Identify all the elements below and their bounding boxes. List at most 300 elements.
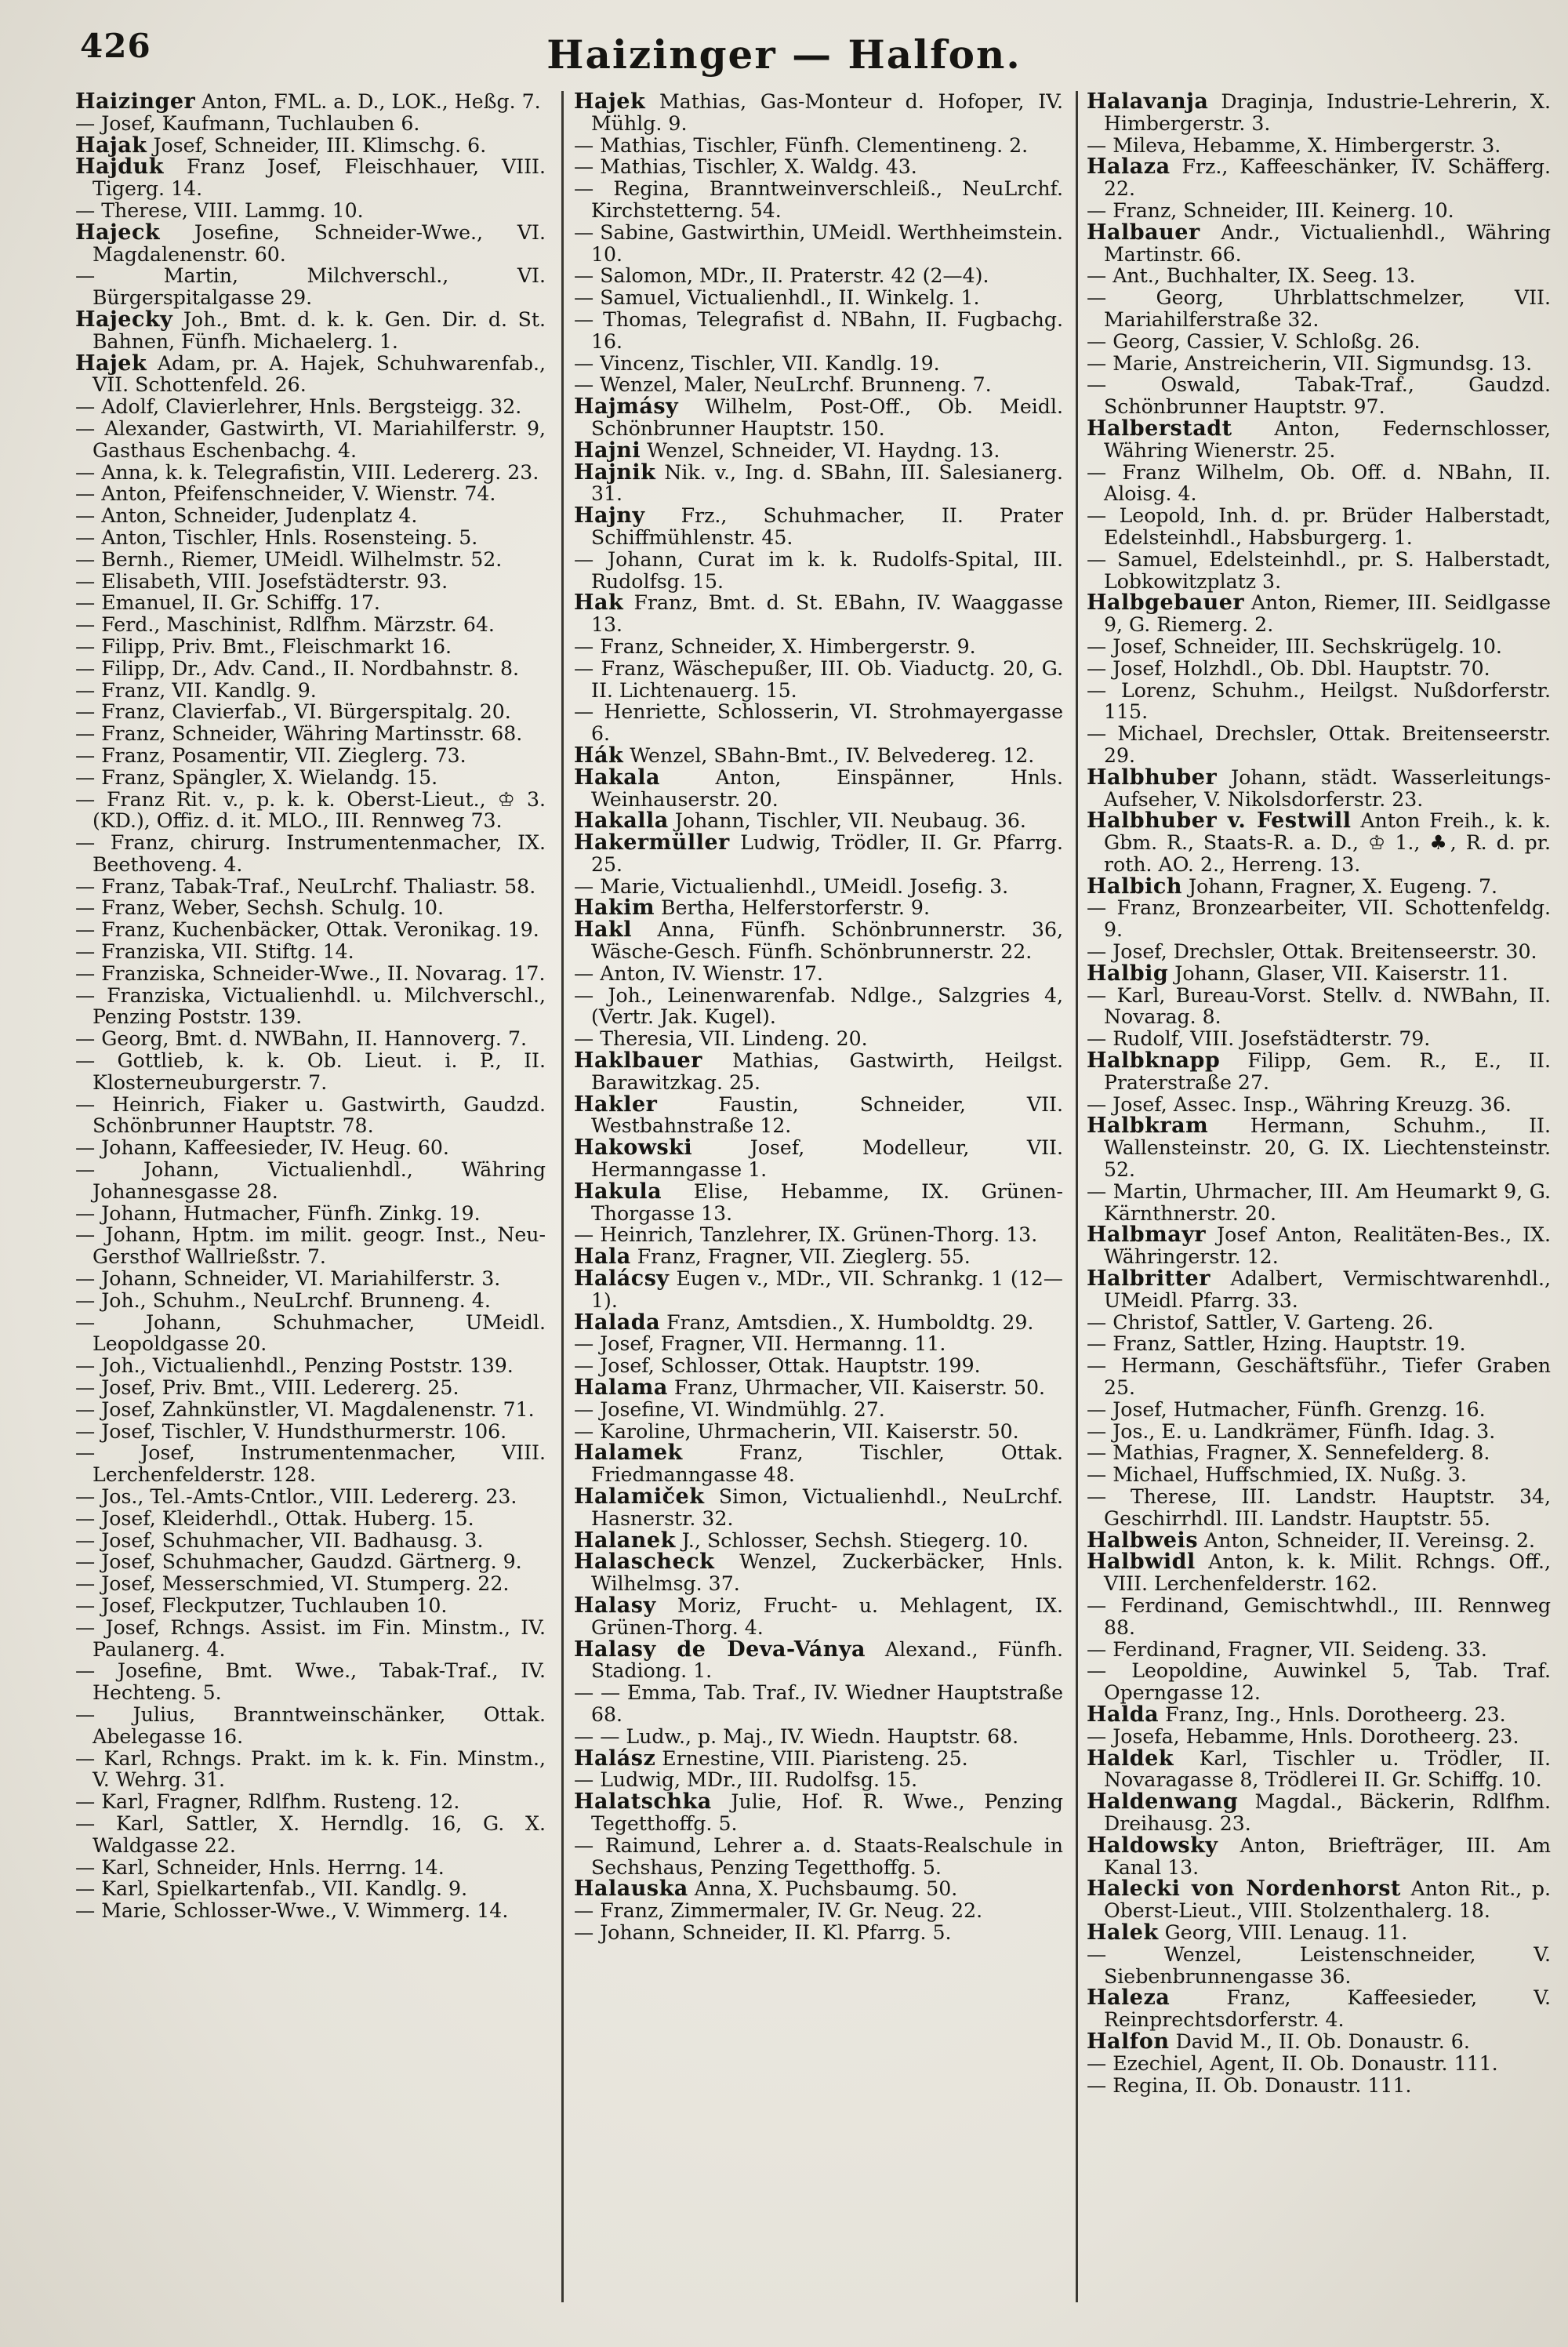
entry-details: — — Emma, Tab. Traf., IV. Wiedner Hauptstraße 68.: [574, 1681, 1063, 1726]
entry-details: Ludwig, Trödler, II. Gr. Pfarrg. 25.: [591, 831, 1063, 876]
directory-entry: [75, 658, 546, 680]
entry-surname: Halama: [574, 1375, 668, 1401]
entry-details: — Marie, Anstreicherin, VII. Sigmundsg. 13.: [1087, 351, 1533, 375]
entry-details: — Therese, III. Landstr. Hauptstr. 34, Geschirrhdl. III. Landstr. Hauptstr. 55.: [1087, 1485, 1551, 1530]
entry-details: — Johann, Schneider, VI. Mariahilferstr. 3.: [75, 1267, 501, 1291]
entry-details: Mathias, Gastwirth, Heilgst. Barawitzkag. 25.: [591, 1049, 1063, 1094]
entry-details: Anton, Einspänner, Hnls. Weinhauserstr. 20.: [591, 765, 1063, 811]
directory-entry: [75, 1421, 546, 1443]
directory-entry: [75, 1224, 546, 1268]
directory-entry: [574, 897, 1063, 919]
entry-details: — Michael, Drechsler, Ottak. Breitenseerstr. 29.: [1087, 722, 1551, 767]
entry-details: — Franz, Zimmermaler, IV. Gr. Neug. 22.: [574, 1899, 983, 1923]
entry-details: Anton, Schneider, II. Vereinsg. 2.: [1198, 1528, 1536, 1552]
directory-entry: [75, 527, 546, 549]
directory-entry: [75, 1551, 546, 1573]
entry-details: Ernestine, VIII. Piaristeng. 25.: [655, 1746, 968, 1770]
entry-details: — Josef, Kaufmann, Tuchlauben 6.: [75, 111, 420, 135]
entry-surname: Hajeck: [75, 220, 161, 245]
entry-details: — Alexander, Gastwirth, VI. Mariahilferstr. 9, Gasthaus Eschenbachg. 4.: [75, 416, 546, 462]
entry-details: — Franz, Schneider, III. Keinerg. 10.: [1087, 198, 1454, 222]
directory-entry: [574, 1333, 1063, 1355]
entry-surname: Halberstadt: [1087, 416, 1232, 441]
entry-details: — Josef, Schuhmacher, Gaudzd. Gärtnerg. 9.: [75, 1550, 522, 1574]
entry-surname: Halbweis: [1087, 1528, 1199, 1553]
directory-entry: [75, 1486, 546, 1508]
directory-entry: [1087, 1268, 1551, 1312]
entry-details: Anton, k. k. Milit. Rchngs. Off., VIII. Lerchenfelderstr. 162.: [1104, 1550, 1551, 1596]
entry-surname: Halamiček: [574, 1484, 705, 1509]
entry-details: — Josefine, VI. Windmühlg. 27.: [574, 1397, 885, 1421]
entry-details: David M., II. Ob. Donaustr. 6.: [1169, 2029, 1470, 2053]
directory-entry: [75, 592, 546, 614]
entry-surname: Halamek: [574, 1441, 683, 1466]
entry-surname: Hakowski: [574, 1135, 693, 1161]
directory-entry: [1087, 658, 1551, 680]
entry-details: — Johann, Victualienhdl., Währing Johannesgasse 28.: [75, 1158, 546, 1203]
directory-entry: [1087, 1639, 1551, 1661]
entry-details: — Michael, Huffschmied, IX. Nußg. 3.: [1087, 1463, 1467, 1487]
entry-details: — Julius, Branntweinschänker, Ottak. Abelegasse 16.: [75, 1702, 546, 1748]
directory-entry: [574, 1835, 1063, 1879]
directory-entry: [1087, 2031, 1551, 2053]
directory-entry: [574, 1726, 1063, 1748]
entry-details: Franz, Bmt. d. St. EBahn, IV. Waaggasse 13.: [591, 591, 1063, 637]
entry-surname: Halasy de Deva-Ványa: [574, 1637, 866, 1662]
directory-entry: [75, 483, 546, 505]
entry-details: — Josef, Assec. Insp., Währing Kreuzg. 36.: [1087, 1092, 1512, 1116]
entry-details: Franz, Ing., Hnls. Dorotheerg. 23.: [1159, 1702, 1506, 1726]
directory-entry: [75, 265, 546, 309]
entry-surname: Hala: [574, 1244, 631, 1270]
directory-entry: [1087, 1312, 1551, 1334]
directory-entry: [75, 767, 546, 789]
entry-details: — Georg, Cassier, V. Schloßg. 26.: [1087, 329, 1421, 353]
directory-entry: [75, 1050, 546, 1094]
directory-entry: [1087, 2053, 1551, 2075]
entry-details: Johann, Tischler, VII. Neubaug. 36.: [668, 809, 1026, 833]
directory-entry: [574, 374, 1063, 396]
entry-details: Andr., Victualienhdl., Währing Martinstr. 66.: [1104, 220, 1551, 266]
entry-details: — Franz, Sattler, Hzing. Hauptstr. 19.: [1087, 1332, 1466, 1356]
entry-details: — Salomon, MDr., II. Praterstr. 42 (2—4).: [574, 264, 989, 288]
entry-details: Johann, städt. Wasserleitungs-Aufseher, V. Nikolsdorferstr. 23.: [1104, 765, 1551, 811]
entry-surname: Haldek: [1087, 1746, 1174, 1771]
entry-details: — Gottlieb, k. k. Ob. Lieut. i. P., II. Klosterneuburgerstr. 7.: [75, 1049, 546, 1094]
entry-details: — Franz, Kuchenbäcker, Ottak. Veronikag. 19.: [75, 918, 539, 942]
directory-entry: [1087, 1333, 1551, 1355]
directory-entry: [75, 723, 546, 745]
directory-entry: [574, 396, 1063, 440]
directory-entry: [574, 1224, 1063, 1246]
directory-entry: [574, 440, 1063, 462]
entry-surname: Hakermüller: [574, 830, 730, 856]
entry-details: — Franz, Clavierfab., VI. Bürgerspitalg. 20.: [75, 700, 511, 724]
entry-details: — Franz, Bronzearbeiter, VII. Schottenfeldg. 9.: [1087, 896, 1551, 942]
directory-entry: [574, 1050, 1063, 1094]
entry-details: — Karl, Rchngs. Prakt. im k. k. Fin. Minstm., V. Wehrg. 31.: [75, 1746, 546, 1792]
entry-details: — Franz, Posamentir, VII. Zieglerg. 73.: [75, 743, 466, 767]
directory-entry: [75, 1617, 546, 1661]
entry-details: Wenzel, SBahn-Bmt., IV. Belvedereg. 12.: [623, 743, 1035, 767]
directory-entry: [75, 636, 546, 658]
directory-entry: [1087, 636, 1551, 658]
entry-details: — Joh., Victualienhdl., Penzing Poststr. 139.: [75, 1354, 514, 1378]
entry-details: — Johann, Schuhmacher, UMeidl. Leopoldgasse 20.: [75, 1310, 546, 1356]
entry-surname: Hajek: [574, 89, 646, 114]
directory-entry: [574, 462, 1063, 506]
directory-entry: [1087, 941, 1551, 963]
directory-entry: [574, 1769, 1063, 1791]
directory-entry: [75, 571, 546, 593]
directory-entry: [574, 309, 1063, 353]
entry-details: Faustin, Schneider, VII. Westbahnstraße 12.: [591, 1092, 1063, 1138]
directory-entry: [75, 1595, 546, 1617]
directory-entry: [1087, 1224, 1551, 1268]
entry-surname: Haldenwang: [1087, 1789, 1239, 1815]
directory-entry: [75, 309, 546, 353]
entry-details: Adalbert, Vermischtwarenhdl., UMeidl. Pfarrg. 33.: [1104, 1267, 1551, 1312]
directory-entry: [1087, 222, 1551, 266]
directory-entry: [574, 1595, 1063, 1639]
entry-details: — Ferdinand, Fragner, VII. Seideng. 33.: [1087, 1637, 1487, 1661]
directory-entry: [574, 1530, 1063, 1552]
entry-surname: Hakler: [574, 1092, 658, 1117]
entry-details: — Mathias, Fragner, X. Sennefelderg. 8.: [1087, 1441, 1490, 1465]
entry-details: — Theresia, VII. Lindeng. 20.: [574, 1027, 868, 1051]
entry-details: — Marie, Schlosser-Wwe., V. Wimmerg. 14.: [75, 1899, 509, 1923]
entry-details: — Heinrich, Fiaker u. Gastwirth, Gaudzd. Schönbrunner Hauptstr. 78.: [75, 1092, 546, 1138]
entry-details: — Johann, Kaffeesieder, IV. Heug. 60.: [75, 1136, 449, 1160]
directory-entry: [75, 1508, 546, 1530]
directory-entry: [574, 985, 1063, 1029]
directory-entry: [75, 505, 546, 527]
entry-details: — Franziska, Victualienhdl. u. Milchverschl., Penzing Poststr. 139.: [75, 983, 546, 1029]
directory-entry: [1087, 1530, 1551, 1552]
entry-details: — Josef, Schlosser, Ottak. Hauptstr. 199.: [574, 1354, 981, 1378]
directory-entry: [75, 1660, 546, 1704]
entry-surname: Hakalla: [574, 808, 669, 834]
directory-entry: [574, 592, 1063, 636]
entry-details: — Sabine, Gastwirthin, UMeidl. Werthheimstein. 10.: [574, 220, 1063, 266]
entry-details: Karl, Tischler u. Trödler, II. Novaragasse 8, Trödlerei II. Gr. Schiffg. 10.: [1104, 1746, 1551, 1792]
entry-details: Johann, Glaser, VII. Kaiserstr. 11.: [1168, 961, 1508, 985]
entry-details: — Josef, Tischler, V. Hundsthurmerstr. 106.: [75, 1419, 507, 1443]
directory-entry: [574, 1137, 1063, 1181]
entry-surname: Halatschka: [574, 1789, 712, 1815]
directory-entry: [1087, 1486, 1551, 1530]
entry-details: — Adolf, Clavierlehrer, Hnls. Bergsteigg. 32.: [75, 395, 522, 419]
entry-details: Frz., Kaffeeschänker, IV. Schäfferg. 22.: [1104, 155, 1551, 201]
entry-details: Franz, Tischler, Ottak. Friedmanngasse 48.: [591, 1441, 1063, 1487]
entry-details: — Josef, Hutmacher, Fünfh. Grenzg. 16.: [1087, 1397, 1486, 1421]
directory-entry: [1087, 985, 1551, 1029]
directory-entry: [1087, 1094, 1551, 1116]
directory-entry: [574, 876, 1063, 898]
directory-entry: [1087, 1835, 1551, 1879]
entry-surname: Halbmayr: [1087, 1223, 1207, 1248]
directory-entry: [1087, 680, 1551, 724]
directory-entry: [574, 1399, 1063, 1421]
column-1: [75, 91, 546, 1922]
directory-entry: [1087, 1791, 1551, 1835]
column-2: [574, 91, 1063, 1944]
directory-entry: [75, 1530, 546, 1552]
entry-details: Frz., Schuhmacher, II. Prater Schiffmühlenstr. 45.: [591, 504, 1063, 549]
directory-entry: [574, 701, 1063, 745]
directory-entry: [1087, 810, 1551, 875]
entry-details: — Filipp, Priv. Bmt., Fleischmarkt 16.: [75, 634, 452, 658]
entry-details: Magdal., Bäckerin, Rdlfhm. Dreihausg. 23.: [1104, 1790, 1551, 1835]
directory-entry: [574, 810, 1063, 832]
entry-surname: Haldowsky: [1087, 1833, 1218, 1858]
directory-entry: [75, 897, 546, 919]
entry-details: — Anton, IV. Wienstr. 17.: [574, 961, 823, 985]
directory-entry: [1087, 592, 1551, 636]
directory-entry: [574, 178, 1063, 222]
entry-details: — Ludwig, MDr., III. Rudolfsg. 15.: [574, 1768, 918, 1792]
entry-details: — Franz, Schneider, X. Himbergerstr. 9.: [574, 634, 976, 658]
entry-details: Georg, VIII. Lenaug. 11.: [1158, 1920, 1408, 1944]
entry-details: Johann, Fragner, X. Eugeng. 7.: [1181, 874, 1497, 898]
entry-details: — Franz, chirurg. Instrumentenmacher, IX. Beethoveng. 4.: [75, 831, 546, 876]
entry-surname: Halbig: [1087, 961, 1169, 986]
directory-entry: [1087, 549, 1551, 593]
directory-entry: [574, 549, 1063, 593]
entry-details: Josefine, Schneider-Wwe., VI. Magdalenenstr. 60.: [93, 220, 546, 266]
directory-entry: [75, 1704, 546, 1748]
entry-details: — Ferd., Maschinist, Rdlfhm. Märzstr. 64.: [75, 613, 495, 637]
entry-surname: Hakl: [574, 917, 632, 943]
directory-entry: [1087, 1987, 1551, 2031]
entry-details: Draginja, Industrie-Lehrerin, X. Himbergerstr. 3.: [1104, 90, 1551, 135]
directory-entry: [75, 963, 546, 985]
directory-entry: [75, 1900, 546, 1922]
entry-details: Anna, X. Puchsbaumg. 50.: [688, 1877, 958, 1901]
directory-entry: [574, 658, 1063, 702]
entry-surname: Halbritter: [1087, 1266, 1210, 1292]
entry-details: — Karoline, Uhrmacherin, VII. Kaiserstr. 50.: [574, 1419, 1019, 1443]
entry-surname: Halanek: [574, 1528, 676, 1553]
directory-entry: [1087, 1748, 1551, 1792]
entry-surname: Hajecky: [75, 307, 173, 332]
entry-details: J., Schlosser, Sechsh. Stiegerg. 10.: [675, 1528, 1029, 1552]
directory-entry: [1087, 1355, 1551, 1399]
directory-entry: [574, 156, 1063, 178]
entry-details: — Johann, Hptm. im milit. geogr. Inst., Neu-Gersthof Wallrießstr. 7.: [75, 1223, 546, 1269]
directory-entry: [75, 1857, 546, 1879]
entry-details: Anton, Briefträger, III. Am Kanal 13.: [1104, 1833, 1551, 1879]
directory-entry: [1087, 418, 1551, 462]
entry-details: — Franz, Schneider, Währing Martinsstr. 68.: [75, 722, 523, 746]
directory-entry: [75, 200, 546, 222]
directory-entry: [1087, 505, 1551, 549]
directory-entry: [75, 1028, 546, 1050]
entry-details: — Ferdinand, Gemischtwhdl., III. Rennweg 88.: [1087, 1593, 1551, 1639]
entry-details: — Josef, Zahnkünstler, VI. Magdalenenstr. 71.: [75, 1397, 535, 1421]
entry-details: — Leopoldine, Auwinkel 5, Tab. Traf. Operngasse 12.: [1087, 1659, 1551, 1705]
entry-surname: Halbhuber: [1087, 765, 1218, 790]
entry-surname: Halász: [574, 1746, 656, 1771]
directory-entry: [1087, 265, 1551, 287]
entry-details: Franz, Kaffeesieder, V. Reinprechtsdorferstr. 4.: [1104, 1986, 1551, 2032]
entry-details: Josef, Modelleur, VII. Hermanngasse 1.: [591, 1136, 1063, 1182]
entry-details: — Vincenz, Tischler, VII. Kandlg. 19.: [574, 351, 940, 375]
entry-details: — Mathias, Tischler, Fünfh. Clementineng. 2.: [574, 133, 1029, 157]
entry-details: Josef Anton, Realitäten-Bes., IX. Währingerstr. 12.: [1104, 1223, 1551, 1269]
directory-entry: [75, 876, 546, 898]
entry-surname: Halbgebauer: [1087, 590, 1245, 616]
entry-details: — Mileva, Hebamme, X. Himbergerstr. 3.: [1087, 133, 1501, 157]
entry-surname: Hajny: [574, 503, 645, 529]
directory-entry: [75, 1573, 546, 1595]
entry-details: Filipp, Gem. R., E., II. Praterstraße 27.: [1104, 1049, 1551, 1094]
entry-details: Franz, Amtsdien., X. Humboldtg. 29.: [660, 1310, 1034, 1334]
directory-entry: [1087, 1464, 1551, 1486]
entry-details: — Christof, Sattler, V. Garteng. 26.: [1087, 1310, 1434, 1334]
directory-entry: [574, 1377, 1063, 1399]
entry-surname: Halbwidl: [1087, 1550, 1196, 1575]
directory-entry: [75, 1442, 546, 1486]
entry-details: — Josef, Holzhdl., Ob. Dbl. Hauptstr. 70.: [1087, 656, 1490, 680]
directory-entry: [574, 91, 1063, 135]
entry-surname: Hakala: [574, 765, 660, 790]
entry-details: — Raimund, Lehrer a. d. Staats-Realschule in Sechshaus, Penzing Tegetthoffg. 5.: [574, 1833, 1063, 1879]
directory-entry: [75, 985, 546, 1029]
directory-entry: [1087, 1726, 1551, 1748]
directory-entry: [75, 789, 546, 833]
directory-entry: [574, 1355, 1063, 1377]
directory-entry: [75, 549, 546, 571]
entry-details: — Emanuel, II. Gr. Schiffg. 17.: [75, 591, 380, 615]
entry-details: — Johann, Schneider, II. Kl. Pfarrg. 5.: [574, 1920, 952, 1944]
entry-details: — Josef, Fleckputzer, Tuchlauben 10.: [75, 1593, 448, 1617]
entry-details: — Filipp, Dr., Adv. Cand., II. Nordbahnstr. 8.: [75, 656, 520, 680]
entry-details: Wilhelm, Post-Off., Ob. Meidl. Schönbrunner Hauptstr. 150.: [591, 395, 1063, 440]
entry-details: Anton, Riemer, III. Seidlgasse 9, G. Riemerg. 2.: [1104, 591, 1551, 637]
entry-details: Wenzel, Zuckerbäcker, Hnls. Wilhelmsg. 37.: [591, 1550, 1063, 1596]
directory-entry: [1087, 462, 1551, 506]
directory-entry: [1087, 897, 1551, 941]
entry-details: — Johann, Hutmacher, Fünfh. Zinkg. 19.: [75, 1201, 481, 1225]
entry-surname: Haklbauer: [574, 1048, 702, 1074]
entry-details: Franz, Fragner, VII. Zieglerg. 55.: [630, 1245, 971, 1269]
entry-surname: Haizinger: [75, 89, 196, 114]
entry-details: — Martin, Uhrmacher, III. Am Heumarkt 9, G. Kärnthnerstr. 20.: [1087, 1179, 1551, 1225]
directory-entry: [1087, 1399, 1551, 1421]
entry-details: — Johann, Curat im k. k. Rudolfs-Spital, III. Rudolfsg. 15.: [574, 547, 1063, 593]
directory-entry: [1087, 963, 1551, 985]
directory-entry: [1087, 1421, 1551, 1443]
entry-surname: Halbkram: [1087, 1114, 1209, 1139]
entry-details: — Ezechiel, Agent, II. Ob. Donaustr. 111.: [1087, 2051, 1498, 2075]
directory-entry: [75, 135, 546, 157]
directory-entry: [574, 222, 1063, 266]
entry-details: — Henriette, Schlosserin, VI. Strohmayergasse 6.: [574, 700, 1063, 746]
directory-entry: [75, 1268, 546, 1290]
entry-details: — Ant., Buchhalter, IX. Seeg. 13.: [1087, 264, 1416, 288]
entry-details: — Elisabeth, VIII. Josefstädterstr. 93.: [75, 569, 448, 593]
directory-entry: [1087, 331, 1551, 353]
entry-surname: Haleza: [1087, 1986, 1171, 2011]
entry-details: — Joh., Leinenwarenfab. Ndlge., Salzgries 4, (Vertr. Jak. Kugel).: [574, 983, 1063, 1029]
entry-surname: Halaza: [1087, 154, 1171, 180]
directory-entry: [75, 1748, 546, 1792]
entry-details: — Karl, Spielkartenfab., VII. Kandlg. 9.: [75, 1877, 468, 1901]
directory-entry: [574, 1639, 1063, 1683]
directory-entry: [75, 1355, 546, 1377]
directory-entry: [574, 963, 1063, 985]
entry-details: — Franz Rit. v., p. k. k. Oberst-Lieut., ♔ 3. (KD.), Offiz. d. it. MLO., III. Rennweg 73.: [75, 787, 546, 833]
entry-details: — Hermann, Geschäftsführ., Tiefer Graben 25.: [1087, 1354, 1551, 1400]
entry-details: — Franz, VII. Kandlg. 9.: [75, 678, 317, 702]
entry-details: — Regina, II. Ob. Donaustr. 111.: [1087, 2073, 1412, 2097]
entry-surname: Hajni: [574, 438, 641, 463]
entry-details: — Anna, k. k. Telegrafistin, VIII. Ledererg. 23.: [75, 460, 539, 484]
entry-details: — Wenzel, Maler, NeuLrchf. Brunneng. 7.: [574, 373, 992, 397]
column-3: [1087, 91, 1551, 2096]
directory-entry: [574, 353, 1063, 375]
directory-entry: [574, 287, 1063, 309]
entry-surname: Halek: [1087, 1920, 1159, 1945]
directory-entry: [574, 1268, 1063, 1312]
entry-surname: Halfon: [1087, 2029, 1170, 2054]
entry-surname: Halbknapp: [1087, 1048, 1221, 1074]
entry-details: — Anton, Pfeifenschneider, V. Wienstr. 74.: [75, 482, 496, 506]
directory-entry: [1087, 353, 1551, 375]
directory-entry: [574, 1486, 1063, 1530]
page-number: 426: [80, 27, 151, 65]
entry-details: Anton, FML. a. D., LOK., Heßg. 7.: [195, 90, 541, 113]
entry-details: — Franziska, Schneider-Wwe., II. Novarag. 17.: [75, 961, 546, 985]
entry-details: — Karl, Fragner, Rdlfhm. Rusteng. 12.: [75, 1790, 460, 1814]
entry-details: — Joh., Schuhm., NeuLrchf. Brunneng. 4.: [75, 1288, 491, 1312]
entry-details: Alexand., Fünfh. Stadiong. 1.: [591, 1637, 1063, 1683]
entry-details: — Lorenz, Schuhm., Heilgst. Nußdorferstr. 115.: [1087, 678, 1551, 724]
entry-surname: Halecki von Nordenhorst: [1087, 1877, 1401, 1902]
entry-details: — Rudolf, VIII. Josefstädterstr. 79.: [1087, 1027, 1431, 1051]
directory-entry: [574, 505, 1063, 549]
directory-entry: [75, 1290, 546, 1312]
directory-entry: [1087, 1944, 1551, 1988]
directory-entry: [574, 135, 1063, 157]
directory-entry: [574, 1551, 1063, 1595]
directory-entry: [1087, 1595, 1551, 1639]
directory-entry: [1087, 1704, 1551, 1726]
directory-entry: [75, 462, 546, 484]
entry-details: — — Ludw., p. Maj., IV. Wiedn. Hauptstr. 68.: [574, 1724, 1019, 1748]
entry-surname: Halascheck: [574, 1550, 715, 1575]
directory-entry: [1087, 374, 1551, 418]
directory-entry: [75, 919, 546, 941]
directory-entry: [1087, 1551, 1551, 1595]
entry-details: Nik. v., Ing. d. SBahn, III. Salesianerg. 31.: [591, 460, 1063, 506]
entry-details: — Oswald, Tabak-Traf., Gaudzd. Schönbrunner Hauptstr. 97.: [1087, 373, 1551, 419]
directory-entry: [574, 1791, 1063, 1835]
entry-details: Anton Rit., p. Oberst-Lieut., VIII. Stolzenthalerg. 18.: [1104, 1877, 1551, 1923]
directory-entry: [1087, 156, 1551, 200]
entry-details: Julie, Hof. R. Wwe., Penzing Tegetthoffg. 5.: [591, 1790, 1063, 1835]
directory-entry: [574, 636, 1063, 658]
entry-details: — Marie, Victualienhdl., UMeidl. Josefig. 3.: [574, 874, 1009, 898]
entry-details: — Karl, Schneider, Hnls. Herrng. 14.: [75, 1855, 445, 1879]
directory-entry: [75, 701, 546, 723]
directory-entry: [1087, 767, 1551, 811]
entry-details: — Josefine, Bmt. Wwe., Tabak-Traf., IV. Hechteng. 5.: [75, 1659, 546, 1705]
directory-entry: [75, 1203, 546, 1225]
directory-entry: [574, 1748, 1063, 1770]
entry-details: — Franz, Wäschepußer, III. Ob. Viaductg. 20, G. II. Lichtenauerg. 15.: [574, 656, 1063, 702]
